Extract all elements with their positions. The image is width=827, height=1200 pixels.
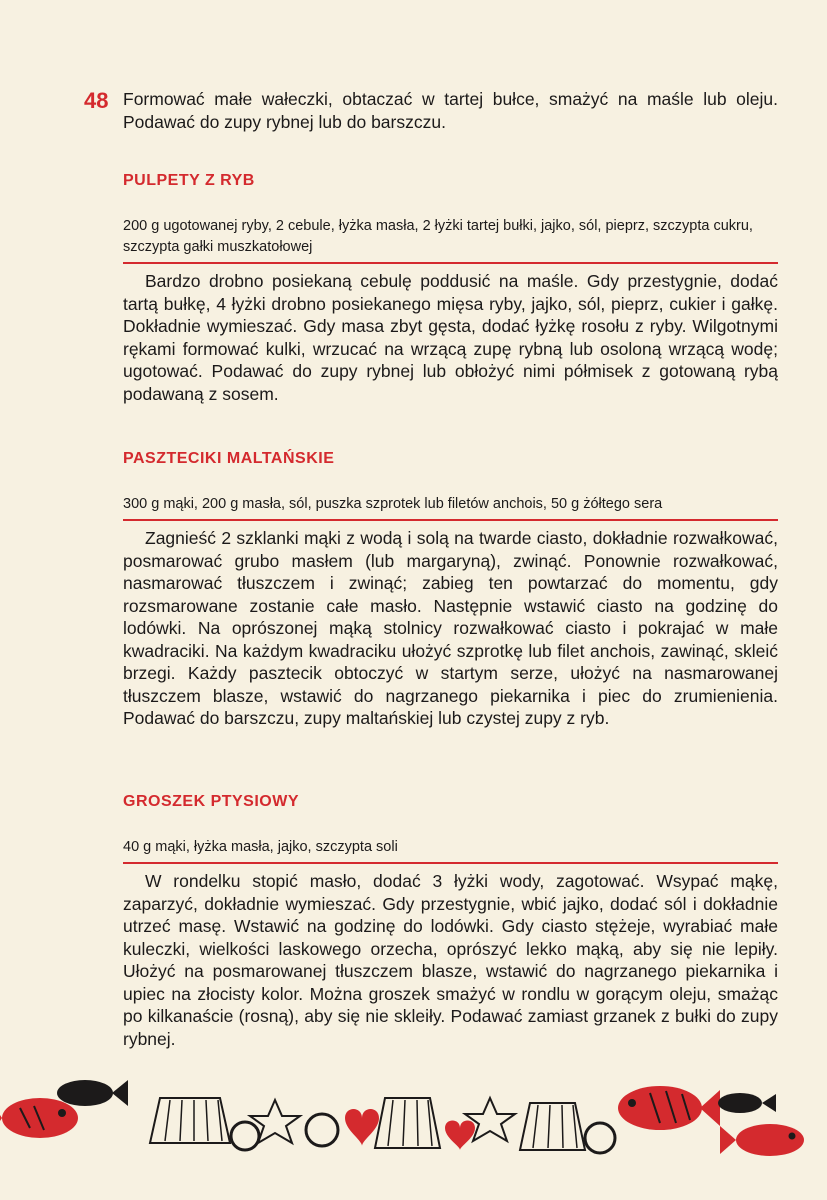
recipe-method: Bardzo drobno posiekaną cebulę poddusić na maśle. Gdy przestygnie, dodać tartą bułkę, 4 łyżki drobno posiekanego mięsa ryby, jajko, sól, pieprz, cukier i gałkę. Dokładnie wymieszać. Gdy masa zbyt gęsta, dodać łyżkę rosołu z ryby. Wilgotnymi rękami formować kulki, wrzucać na wrzącą zupę rybną lub osoloną wrzącą wodę; ugotować. Podawać do zupy rybnej lub obłożyć nimi półmisek z gotowaną rybą podawaną z sosem. (123, 271, 778, 404)
page-number: 48 (84, 88, 109, 113)
ring-icon (585, 1123, 615, 1153)
decorative-border (0, 1058, 827, 1200)
jelly-mold-icon (520, 1103, 585, 1150)
recipe-pulpety (123, 172, 778, 405)
fish-icon (618, 1086, 720, 1130)
recipe-groszek (123, 793, 778, 1050)
ingredients-list: 40 g mąki, łyżka masła, jajko, szczypta soli (123, 839, 398, 855)
ingredients-list: 300 g mąki, 200 g masła, sól, puszka szprotek lub filetów anchois, 50 g żółtego sera (123, 496, 663, 512)
jelly-mold-icon (150, 1098, 230, 1143)
heart-icon (345, 1109, 379, 1146)
fish-icon (0, 1098, 78, 1138)
recipe-method: Zagnieść 2 szklanki mąki z wodą i solą na twarde ciasto, dokładnie rozwałkować, posmarować grubo masłem (lub margaryną), zwinąć. Ponownie rozwałkować, nasmarować tłuszczem i zwinąć; zabieg ten powtarzać do momentu, gdy rozsmarowane zostanie całe masło. Następnie wstawić ciasto na godzinę do lodówki. Na oprószonej mąką stolnicy rozwałkować ciasto i pokrajać w małe kwadraciki. Na każdym kwadraciku ułożyć szprotkę lub filet anchois, zawinąć, skleić brzegi. Każdy pasztecik obtoczyć w startym serze, ułożyć na nasmarowanej tłuszczem blasze, wstawić do nagrzanego piekarnika i piec do zrumienienia. Podawać do barszczu, zupy maltańskiej lub czystej zupy z ryb. (123, 528, 778, 728)
fish-icon (718, 1093, 776, 1113)
recipe-title: PULPETY Z RYB (123, 172, 255, 189)
ring-icon (231, 1122, 259, 1150)
fish-icon (57, 1080, 128, 1106)
ring-icon (306, 1114, 338, 1146)
heart-icon (445, 1121, 475, 1151)
ingredients-list: 200 g ugotowanej ryby, 2 cebule, łyżka masła, 2 łyżki tartej bułki, jajko, sól, pieprz, szczypta cukru, szczypta gałki muszkatołowej (123, 218, 753, 255)
divider (123, 519, 778, 521)
intro-text: Formować małe wałeczki, obtaczać w tartej bułce, smażyć na maśle lub oleju. Podawać do zupy rybnej lub do barszczu. (123, 89, 778, 132)
recipe-method: W rondelku stopić masło, dodać 3 łyżki wody, zagotować. Wsypać mąkę, zaparzyć, dokładnie wymieszać. Gdy przestygnie, wbić jajko, dodać sól i dokładnie utrzeć masę. Wstawić na godzinę do lodówki. Gdy ciasto stężeje, wyrabiać małe kuleczki, wielkości laskowego orzecha, oprószyć lekko mąką, aby się nie lepiły. Ułożyć na posmarowanej tłuszczem blasze, wstawić do nagrzanego piekarnika i upiec na złocisty kolor. Można groszek smażyć w rondlu w gorącym oleju, smażąc po kilkanaście (rosną), aby się nie skleiły. Podawać zamiast grzanek z bułki do zupy rybnej. (123, 871, 778, 1049)
recipe-title: GROSZEK PTYSIOWY (123, 793, 300, 810)
divider (123, 262, 778, 264)
recipe-paszteciki (123, 450, 778, 730)
recipe-title: PASZTECIKI MALTAŃSKIE (123, 450, 335, 467)
fish-icon (720, 1124, 804, 1156)
jelly-mold-icon (375, 1098, 440, 1148)
divider (123, 862, 778, 864)
